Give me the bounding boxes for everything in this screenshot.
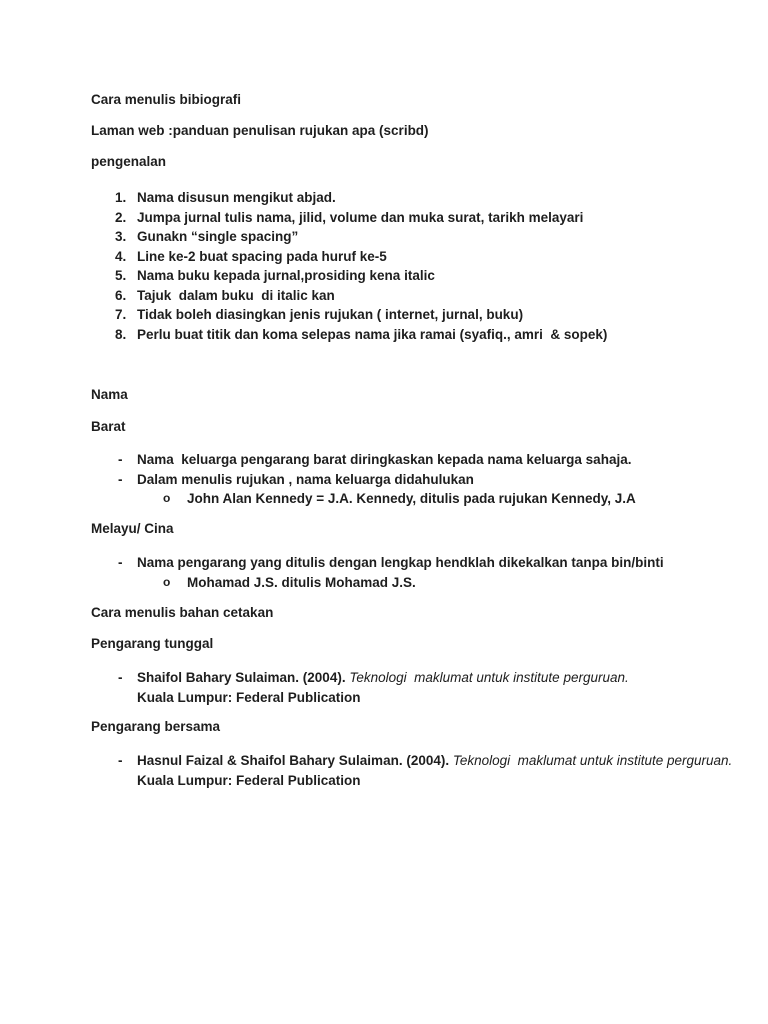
list-item	[91, 208, 736, 228]
barat-bullets	[91, 450, 736, 509]
sub-bullet-item	[91, 489, 736, 509]
circle-marker: o	[163, 491, 171, 505]
section-label-bahan-cetakan: Cara menulis bahan cetakan	[91, 605, 274, 620]
list-item-number: 3.	[115, 229, 127, 244]
citation-text	[137, 668, 629, 708]
list-item	[91, 247, 736, 267]
list-item	[91, 266, 736, 286]
section-label-pengarang-bersama: Pengarang bersama	[91, 719, 221, 734]
list-item	[91, 305, 736, 325]
list-item-number: 2.	[115, 209, 127, 225]
bullet-text: Nama keluarga pengarang barat diringkaskan kepada nama keluarga sahaja.	[137, 452, 632, 467]
citation-tunggal	[91, 668, 736, 708]
list-item	[91, 286, 736, 306]
citation-title-italic: Teknologi maklumat untuk institute perguruan.	[452, 753, 733, 768]
sub-bullet-item	[91, 573, 736, 593]
numbered-list	[91, 188, 736, 344]
citation-publisher: Kuala Lumpur: Federal Publication	[137, 773, 361, 788]
list-item-number: 8.	[115, 326, 127, 342]
list-item-number: 1.	[115, 190, 127, 205]
citation-authors: Hasnul Faizal & Shaifol Bahary Sulaiman. (2004).	[137, 753, 453, 768]
list-item-text: Tidak boleh diasingkan jenis rujukan ( internet, jurnal, buku)	[137, 307, 524, 322]
bullet-text: Dalam menulis rujukan , nama keluarga didahulukan	[137, 471, 474, 487]
list-item-number: 5.	[115, 268, 127, 283]
document-title: Cara menulis bibiografi	[91, 92, 242, 107]
list-item-text: Line ke-2 buat spacing pada huruf ke-5	[137, 248, 387, 264]
bullet-item	[91, 470, 736, 490]
bullet-item	[91, 450, 736, 470]
list-item-text: Nama disusun mengikut abjad.	[137, 190, 336, 205]
citation-authors: Shaifol Bahary Sulaiman. (2004).	[137, 670, 350, 685]
bullet-item	[91, 553, 736, 573]
list-item-text: Gunakn “single spacing”	[137, 229, 299, 244]
list-item-number: 6.	[115, 287, 127, 303]
melayu-cina-bullets	[91, 553, 736, 592]
section-label-barat: Barat	[91, 419, 126, 434]
list-item-number: 7.	[115, 307, 127, 322]
sub-bullet-text: John Alan Kennedy = J.A. Kennedy, ditulis pada rujukan Kennedy, J.A	[187, 491, 636, 506]
list-item-text: Nama buku kepada jurnal,prosiding kena italic	[137, 268, 435, 283]
citation-title-italic: Teknologi maklumat untuk institute perguruan.	[349, 670, 629, 685]
citation-bersama	[91, 751, 736, 791]
list-item-text: Tajuk dalam buku di italic kan	[137, 287, 335, 303]
circle-marker: o	[163, 574, 171, 589]
section-label-melayu-cina: Melayu/ Cina	[91, 521, 174, 536]
section-label-pengarang-tunggal: Pengarang tunggal	[91, 636, 214, 651]
dash-marker: -	[118, 670, 123, 685]
list-item-number: 4.	[115, 248, 127, 264]
dash-marker: -	[118, 471, 123, 487]
list-item-text: Perlu buat titik dan koma selepas nama jika ramai (syafiq., amri & sopek)	[137, 326, 608, 342]
section-label-pengenalan: pengenalan	[91, 154, 167, 169]
dash-marker: -	[118, 753, 123, 768]
document-subtitle: Laman web :panduan penulisan rujukan apa (scribd)	[91, 123, 429, 138]
list-item	[91, 188, 736, 208]
citation-text	[137, 751, 732, 791]
sub-bullet-text: Mohamad J.S. ditulis Mohamad J.S.	[187, 574, 416, 590]
dash-marker: -	[118, 555, 123, 570]
dash-marker: -	[118, 452, 123, 467]
list-item	[91, 227, 736, 247]
section-label-nama: Nama	[91, 387, 128, 402]
list-item	[91, 325, 736, 345]
bullet-text: Nama pengarang yang ditulis dengan lengkap hendklah dikekalkan tanpa bin/binti	[137, 555, 664, 570]
list-item-text: Jumpa jurnal tulis nama, jilid, volume dan muka surat, tarikh melayari	[137, 209, 584, 225]
citation-publisher: Kuala Lumpur: Federal Publication	[137, 690, 361, 705]
document-content	[91, 92, 736, 791]
